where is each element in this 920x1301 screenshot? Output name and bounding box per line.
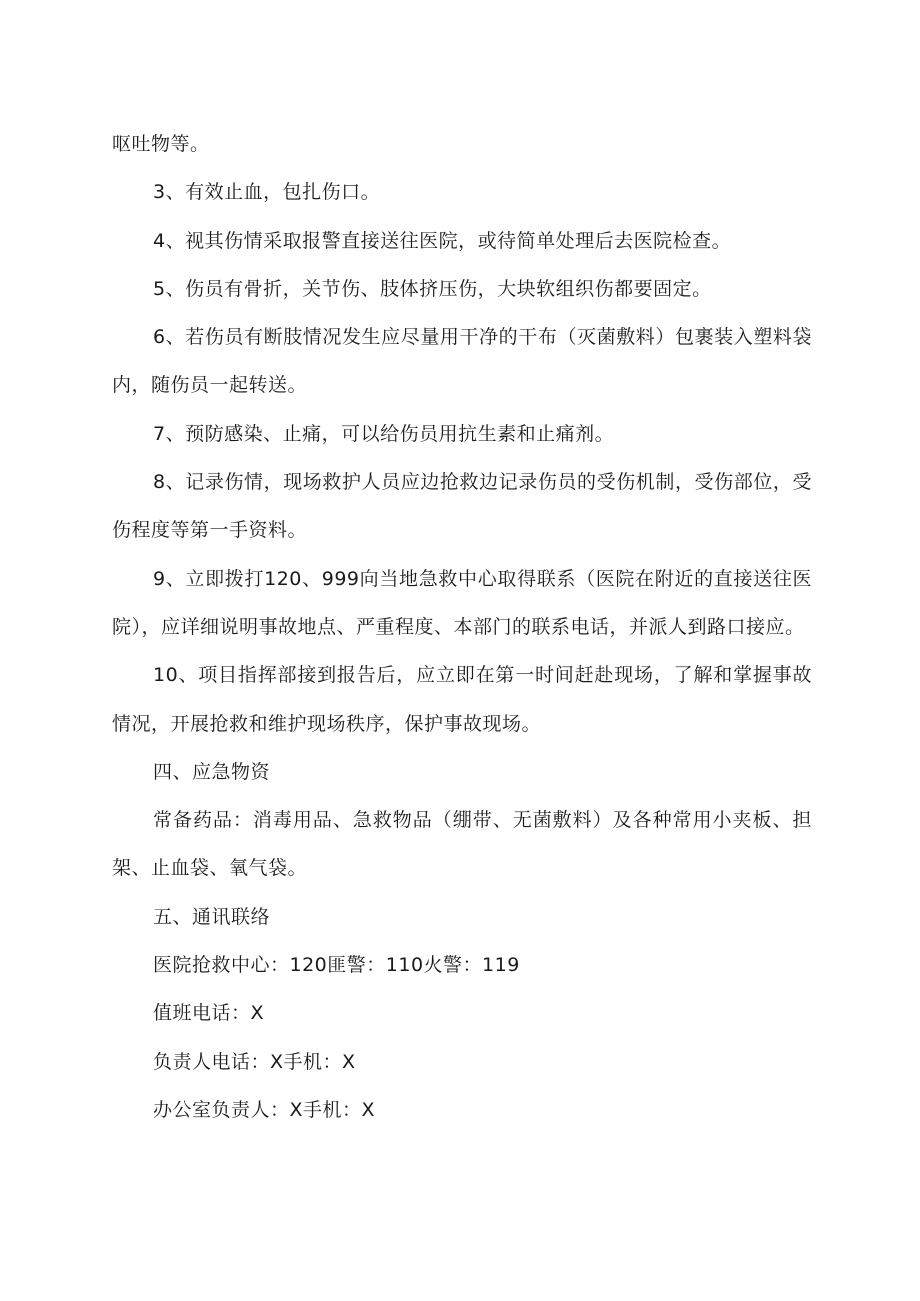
paragraph-item-6: 6、若伤员有断肢情况发生应尽量用干净的干布（灭菌敷料）包裹装入塑料袋内，随伤员一起转送。 — [112, 326, 812, 397]
contact-office-manager: 办公室负责人：X手机：X — [153, 1098, 376, 1121]
paragraph-item-10: 10、项目指挥部接到报告后，应立即在第一时间赶赴现场，了解和掌握事故情况，开展抢救和维护现场秩序，保护事故现场。 — [112, 664, 812, 735]
section-heading-emergency-supplies: 四、应急物资 — [153, 760, 271, 783]
paragraph-item-5: 5、伤员有骨折，关节伤、肢体挤压伤，大块软组织伤都要固定。 — [153, 277, 712, 300]
paragraph-supplies: 常备药品：消毒用品、急救物品（绷带、无菌敷料）及各种常用小夹板、担架、止血袋、氧气袋。 — [112, 809, 812, 880]
paragraph-item-9: 9、立即拨打120、999向当地急救中心取得联系（医院在附近的直接送往医院），应详细说明事故地点、严重程度、本部门的联系电话，并派人到路口接应。 — [112, 567, 812, 638]
paragraph-item-3: 3、有效止血，包扎伤口。 — [153, 181, 381, 204]
contact-duty-phone: 值班电话：X — [153, 1002, 265, 1025]
paragraph-item-7: 7、预防感染、止痛，可以给伤员用抗生素和止痛剂。 — [153, 422, 615, 445]
paragraph-item-8: 8、记录伤情，现场救护人员应边抢救边记录伤员的受伤机制，受伤部位，受伤程度等第一手资料。 — [112, 471, 812, 542]
contact-emergency-numbers: 医院抢救中心：120匪警：110火警：119 — [153, 954, 520, 977]
contact-manager-phone: 负责人电话：X手机：X — [153, 1050, 356, 1073]
document-body — [112, 120, 812, 1134]
paragraph-item-4: 4、视其伤情采取报警直接送往医院，或待简单处理后去医院检查。 — [153, 229, 732, 252]
paragraph-continuation: 呕吐物等。 — [112, 133, 210, 155]
section-heading-communications: 五、通讯联络 — [153, 905, 271, 928]
